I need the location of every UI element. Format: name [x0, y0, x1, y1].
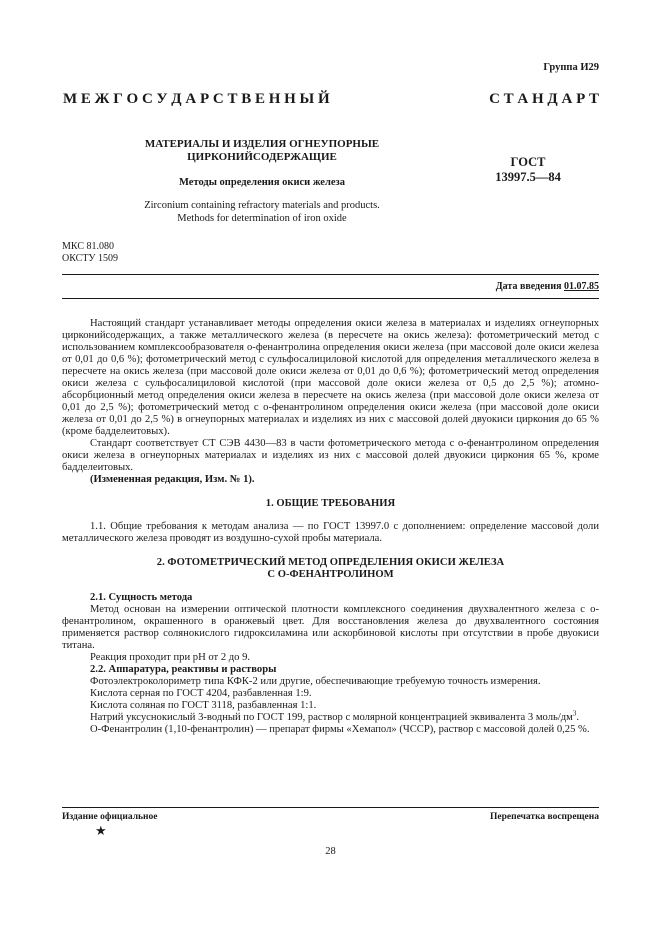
- star-icon: ★: [95, 823, 107, 838]
- mks-code: МКС 81.080: [62, 241, 114, 252]
- sodium-acetate-end: .: [576, 712, 580, 723]
- revision-note: (Измененная редакция, Изм. № 1).: [90, 474, 255, 485]
- title-line-2: ЦИРКОНИЙСОДЕРЖАЩИЕ: [187, 151, 337, 163]
- document-body: [62, 318, 599, 736]
- section-2-title-line-1: 2. ФОТОМЕТРИЧЕСКИЙ МЕТОД ОПРЕДЕЛЕНИЯ ОКИСИ ЖЕЛЕЗА: [156, 557, 505, 568]
- gost-label: ГОСТ: [510, 155, 546, 169]
- english-title: [110, 200, 414, 225]
- sodium-acetate-text: Натрий уксуснокислый 3-водный по ГОСТ 199, раствор с молярной концентрацией эквивалента 3 моль/дм: [90, 712, 573, 723]
- okstu-code: ОКСТУ 1509: [62, 252, 119, 264]
- english-title-line-2: Methods for determination of iron oxide: [177, 212, 347, 224]
- subsection-2-1-title: 2.1. Сущность метода: [90, 592, 193, 603]
- banner-word-standard: С Т А Н Д А Р Т: [489, 91, 599, 107]
- subsection-2-2-paragraph-5: О-Фенантролин (1,10-фенантролин) — препарат фирмы «Хемапол» (ЧССР), раствор с массовой долей 0,25 %.: [90, 724, 590, 735]
- english-title-line-1: Zirconium containing refractory materials and products.: [144, 200, 380, 211]
- title-line-1: МАТЕРИАЛЫ И ИЗДЕЛИЯ ОГНЕУПОРНЫЕ: [144, 138, 380, 150]
- cubic-superscript: 3: [572, 709, 577, 718]
- group-code: Группа И29: [543, 62, 599, 73]
- intro-paragraph-1: Настоящий стандарт устанавливает методы определения окиси железа в материалах и изделиях огнеупорных цирконийсодержащих, а также металлического железа (в пересчете на окись железа): фотометрический метод с использованием комплексообразователя о-фенантролина определения окиси железа (при массовой доле окиси железа от 0,01 до 0,6 %); фотометрический метод с сульфосалициловой кислотой для определения металлического железа в пересчете на окись железа (при массовой доле окиси железа от 0,01 до 0,6 %); фотометрический метод определения окиси железа с сульфосалициловой кислотой (при массовой доле окиси железа от 0,5 до 2,5 %); атомно-абсорбционный метод определения окиси железа в пересчете на окись железа (при массовой доле окиси железа от 0,01 до 2,5 %); фотометрический метод с о-фенантролином определения окиси железа (при массовой доле окиси железа от 0,01 до 2,5 %) в огнеупорных материалах и изделиях из них с массовой долей двуокиси циркония до 65 % (кроме бадделеитовых).: [62, 318, 599, 437]
- intro-paragraph-2: Стандарт соответствует СТ СЭВ 4430—83 в части фотометрического метода с о-фенантролином определения окиси железа в огнеупорных материалах и изделиях из них с массовой долей двуокиси циркония 65 %, кроме бадделеитовых.: [62, 438, 599, 473]
- subsection-2-2-title: 2.2. Аппаратура, реактивы и растворы: [90, 664, 277, 675]
- subsection-2-2-paragraph-1: Фотоэлектроколориметр типа КФК-2 или другие, обеспечивающие требуемую точность измерения.: [90, 676, 541, 687]
- subsection-2-2-paragraph-2: Кислота серная по ГОСТ 4204, разбавленная 1:9.: [90, 688, 312, 699]
- gost-designation: [485, 155, 571, 185]
- section-1-title: 1. ОБЩИЕ ТРЕБОВАНИЯ: [265, 498, 396, 509]
- title-block: [110, 138, 414, 225]
- intro-date-label: Дата введения: [495, 281, 562, 292]
- subsection-2-1-paragraph-1: Метод основан на измерении оптической плотности комплексного соединения двухвалентного железа с о-фенантролином, окрашенного в оранжевый цвет. Для восстановления железа до двухвалентного состояния применяется раствор солянокислого гидроксиламина или аскорбиновой кислоты при отсутствии в пробе двуокиси титана.: [62, 604, 599, 651]
- gost-number: 13997.5—84: [495, 170, 561, 184]
- reprint-prohibited-note: Перепечатка воспрещена: [489, 812, 599, 822]
- section-2-title-line-2: С О-ФЕНАНТРОЛИНОМ: [267, 569, 394, 580]
- subsection-2-1-paragraph-2: Реакция проходит при рН от 2 до 9.: [90, 652, 251, 663]
- page-number: 28: [325, 846, 336, 857]
- subsection-2-2-paragraph-3: Кислота соляная по ГОСТ 3118, разбавленная 1:1.: [90, 700, 317, 711]
- date-divider: [62, 298, 599, 299]
- header-divider: [62, 274, 599, 275]
- classification-codes: [62, 241, 118, 264]
- introduction-date: [496, 281, 599, 292]
- section-2-title: [62, 557, 599, 581]
- footer-divider: [62, 807, 599, 808]
- section-1-paragraph-1: 1.1. Общие требования к методам анализа — по ГОСТ 13997.0 с дополнением: определение массовой доли металлического железа проводят из воздушно-сухой пробы материала.: [62, 521, 599, 544]
- subsection-2-2-paragraph-4: [62, 709, 599, 724]
- intro-date-value: 01.07.85: [564, 281, 599, 292]
- banner-word-interstate: М Е Ж Г О С У Д А Р С Т В Е Н Н Ы Й: [63, 91, 330, 107]
- official-edition-note: Издание официальное: [62, 812, 158, 822]
- standard-banner: [63, 91, 599, 108]
- title-subtitle: Методы определения окиси железа: [179, 177, 345, 188]
